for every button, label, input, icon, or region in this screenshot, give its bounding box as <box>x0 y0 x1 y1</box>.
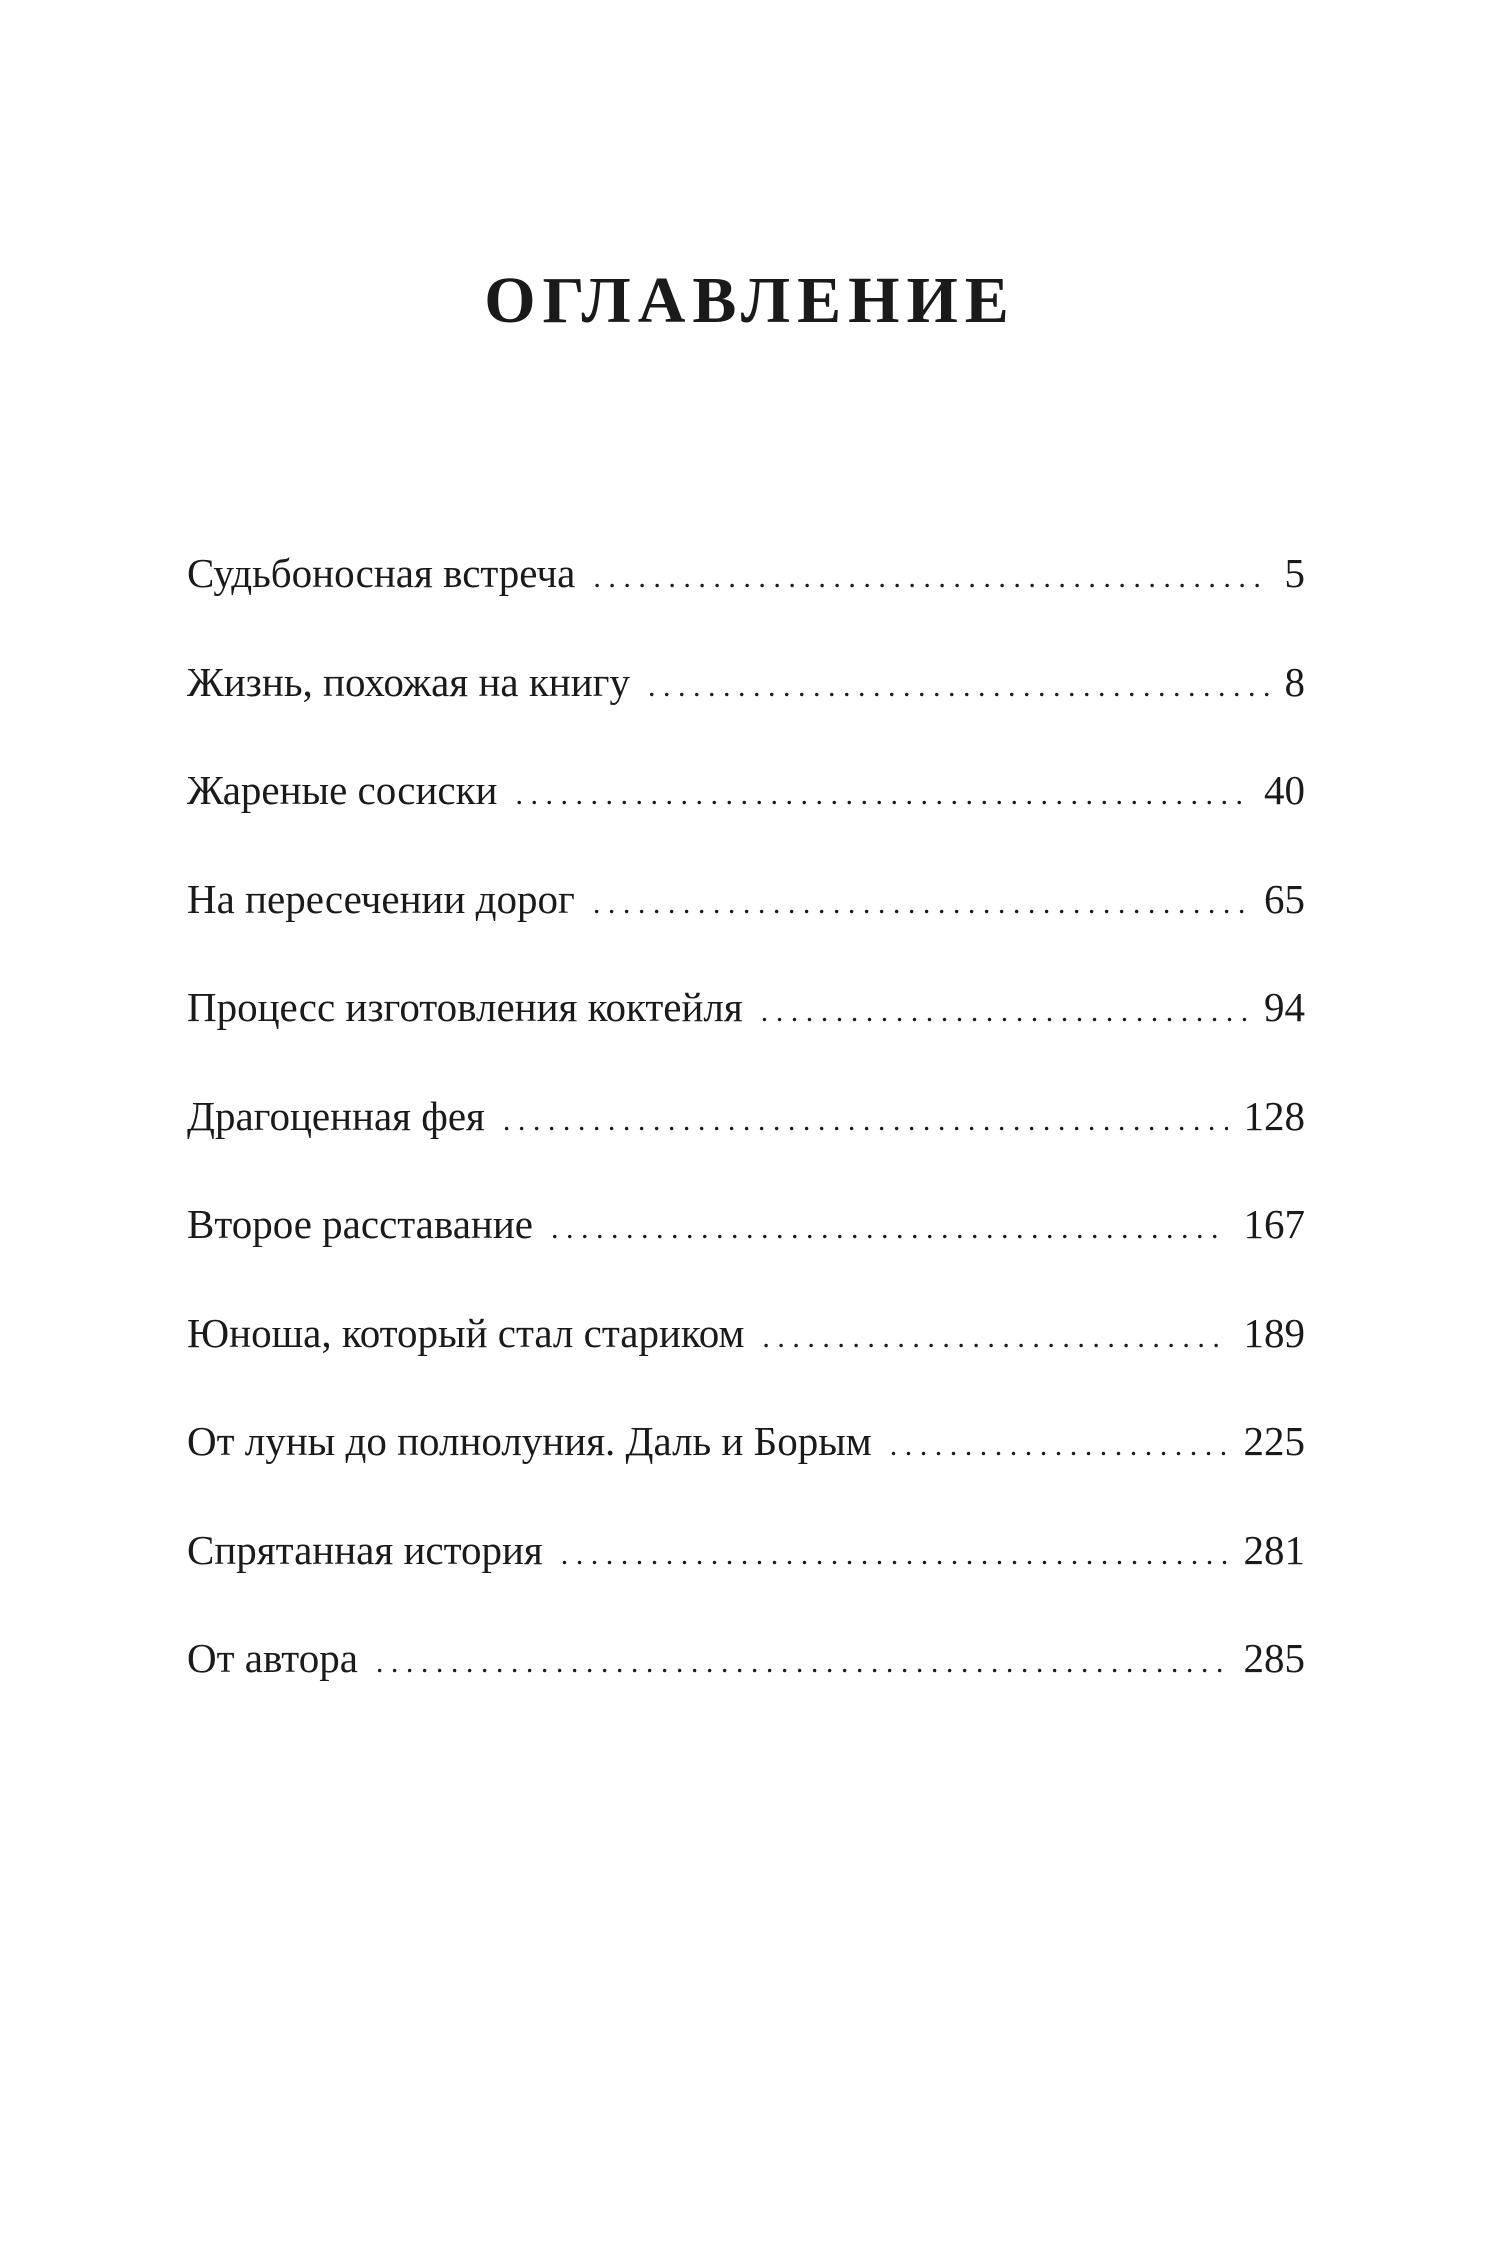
dot-leader <box>761 979 1248 1045</box>
toc-entry-page: 8 <box>1284 658 1305 705</box>
toc-entry[interactable] <box>187 1083 1305 1192</box>
toc-entry-page: 94 <box>1264 984 1305 1030</box>
toc-entry-page: 281 <box>1243 1526 1305 1573</box>
toc-entry[interactable] <box>187 1517 1305 1626</box>
toc-entry-title: Жареные сосиски <box>187 767 498 813</box>
toc-entry-page: 5 <box>1284 550 1305 596</box>
dot-leader <box>561 1522 1228 1588</box>
toc-entry-title: Судьбоносная встреча <box>187 550 576 596</box>
toc-entry-page: 189 <box>1243 1309 1305 1356</box>
toc-entry-title: На пересечении дорог <box>187 875 575 922</box>
dot-leader <box>890 1413 1228 1479</box>
dot-leader <box>515 762 1248 828</box>
toc-entry[interactable] <box>187 974 1305 1083</box>
toc-entry[interactable] <box>187 866 1305 975</box>
toc-entry-page: 225 <box>1243 1418 1305 1464</box>
toc-entry-title: От автора <box>187 1635 358 1681</box>
dot-leader <box>376 1630 1228 1696</box>
toc-entry[interactable] <box>187 757 1305 866</box>
toc-entry-title: Спрятанная история <box>187 1526 543 1573</box>
toc-entry-title: Процесс изготовления коктейля <box>187 984 743 1030</box>
toc-entry-page: 65 <box>1264 875 1305 922</box>
dot-leader <box>648 654 1269 720</box>
toc-entry-page: 128 <box>1243 1092 1305 1139</box>
toc-entry[interactable] <box>187 1408 1305 1517</box>
toc-entry-page: 40 <box>1264 767 1305 813</box>
toc-entry-title: От луны до полнолуния. Даль и Борым <box>187 1418 872 1464</box>
toc-entry[interactable] <box>187 649 1305 758</box>
dot-leader <box>593 871 1248 937</box>
toc-entry[interactable] <box>187 540 1305 649</box>
dot-leader <box>551 1196 1228 1262</box>
page-title: ОГЛАВЛЕНИЕ <box>484 264 1016 337</box>
toc-entry[interactable] <box>187 1625 1305 1734</box>
toc-list <box>187 540 1305 1734</box>
toc-entry-title: Драгоценная фея <box>187 1092 485 1139</box>
toc-entry-title: Второе расставание <box>187 1201 533 1247</box>
dot-leader <box>503 1088 1228 1154</box>
dot-leader <box>762 1305 1227 1371</box>
toc-entry-page: 167 <box>1243 1201 1305 1247</box>
toc-entry[interactable] <box>187 1300 1305 1409</box>
toc-entry-title: Жизнь, похожая на книгу <box>187 658 630 705</box>
toc-entry-page: 285 <box>1243 1635 1305 1681</box>
toc-entry[interactable] <box>187 1191 1305 1300</box>
dot-leader <box>593 545 1268 611</box>
toc-entry-title: Юноша, который стал стариком <box>187 1309 745 1356</box>
